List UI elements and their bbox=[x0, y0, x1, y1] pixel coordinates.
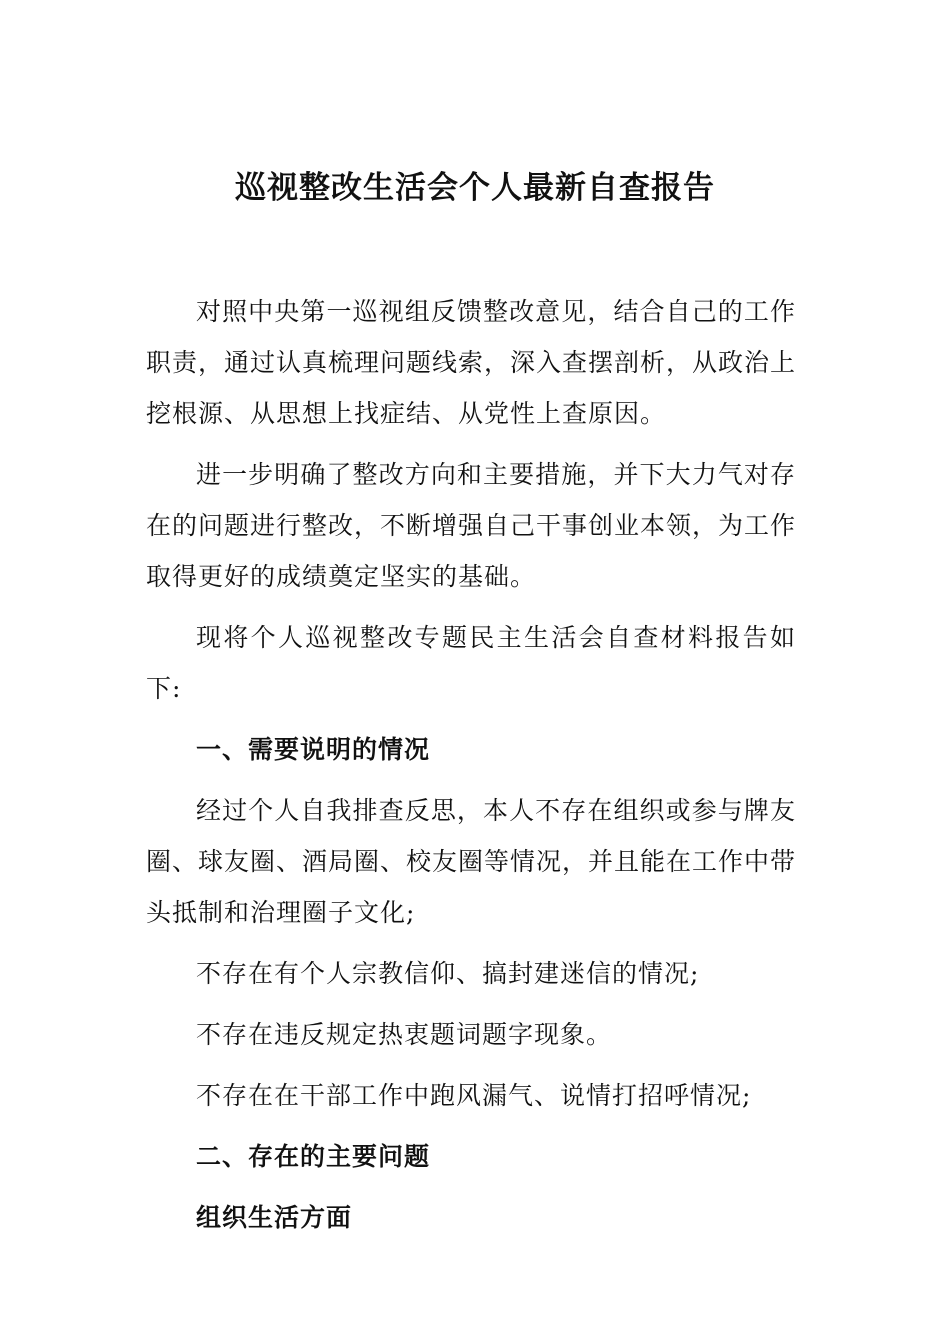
document-title: 巡视整改生活会个人最新自查报告 bbox=[235, 170, 715, 206]
paragraph-no-inscription: 不存在违反规定热衷题词题字现象。 bbox=[196, 1020, 613, 1049]
paragraph-direction: 进一步明确了整改方向和主要措施，并下大力气对存在的问题进行整改，不断增强自己干事创业本领，为工作取得更好的成绩奠定坚实的基础。 bbox=[146, 460, 797, 591]
paragraph-report-lead: 现将个人巡视整改专题民主生活会自查材料报告如下: bbox=[146, 623, 796, 703]
document-body bbox=[146, 286, 796, 1253]
subsection-heading-org-life: 组织生活方面 bbox=[196, 1203, 353, 1232]
paragraph-no-religion: 不存在有个人宗教信仰、搞封建迷信的情况; bbox=[196, 959, 700, 988]
paragraph-no-leak: 不存在在干部工作中跑风漏气、说情打招呼情况; bbox=[196, 1081, 752, 1110]
paragraph-intro: 对照中央第一巡视组反馈整改意见，结合自己的工作职责，通过认真梳理问题线索，深入查摆剖析，从政治上挖根源、从思想上找症结、从党性上查原因。 bbox=[146, 297, 797, 428]
paragraph-self-check: 经过个人自我排查反思，本人不存在组织或参与牌友圈、球友圈、酒局圈、校友圈等情况，并且能在工作中带头抵制和治理圈子文化; bbox=[146, 796, 797, 927]
section-heading-2: 二、存在的主要问题 bbox=[196, 1142, 431, 1171]
section-heading-1: 一、需要说明的情况 bbox=[196, 735, 431, 764]
